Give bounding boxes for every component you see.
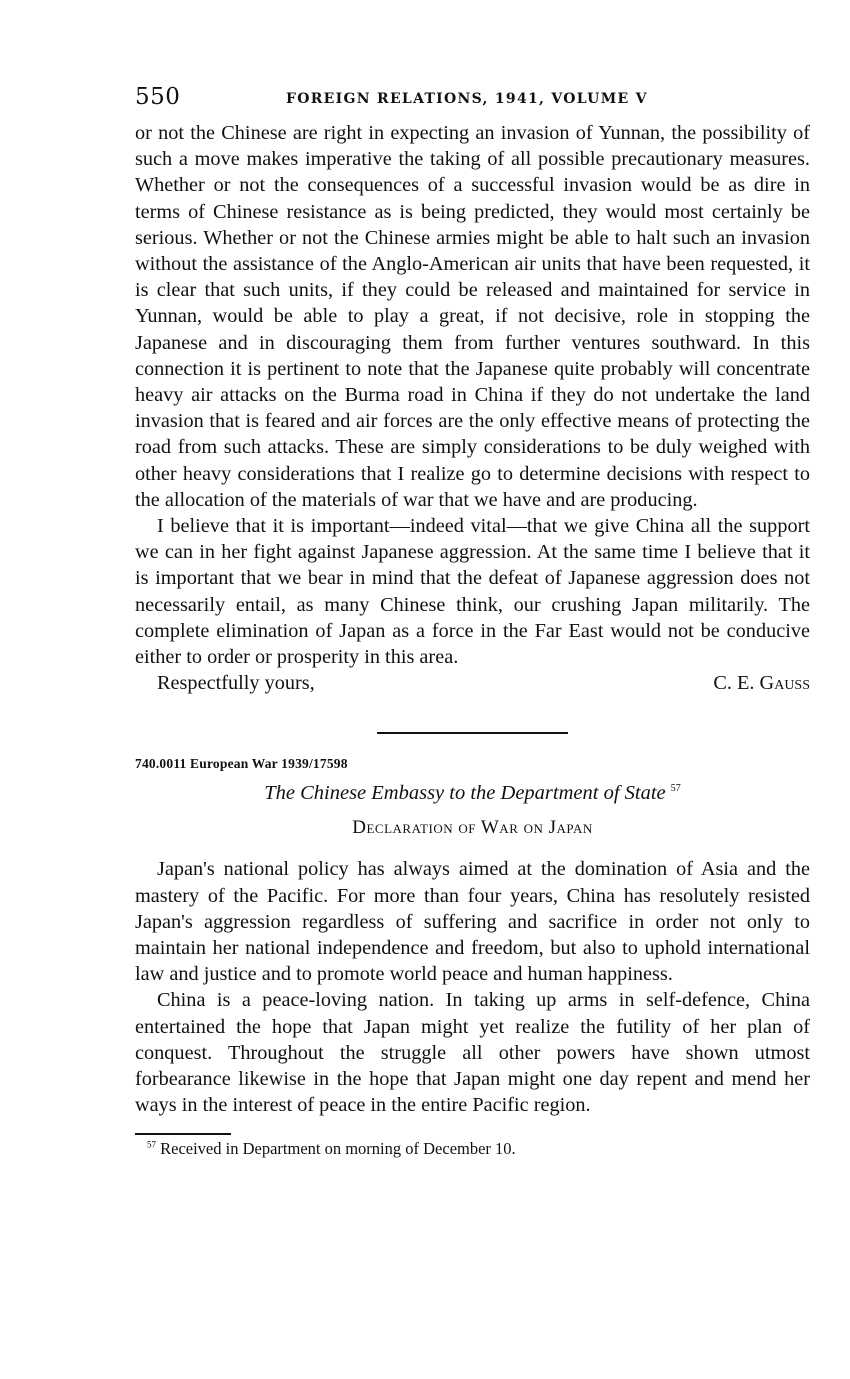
document-paragraph-1: Japan's national policy has always aimed at the domination of Asia and the mastery of the Pacific. For more than four years, China has resolutely resisted Japan's aggression regardless of suffering and sacrifice in order not only to maintain her national independence and freedom, but also to uphold international law and justice and to promote world peace and human happiness. [135,858,810,986]
page-header [135,84,810,120]
signature: C. E. Gauss [713,672,810,695]
footnote-number: 57 [147,1139,156,1149]
document-body [135,856,810,1118]
body-paragraph-1: or not the Chinese are right in expecting an invasion of Yunnan, the possibility of such a move makes imperative the taking of all possible precautionary measures. Whether or not the consequences of a successful invasion would be as dire in terms of Chinese resistance as is being predicted, they would most certainly be serious. Whether or not the Chinese armies might be able to halt such an invasion without the assistance of the Anglo-American air units that have been requested, it is clear that such units, if they could be released and maintained for service in Yunnan, would be able to play a great, if not decisive, role in stopping the Japanese and in discouraging them from further ventures southward. In this connection it is pertinent to note that the Japanese quite probably will concentrate heavy air attacks on the Burma road in China if they do not undertake the land invasion that is feared and air forces are the only effective means of protecting the road from such attacks. These are simply considerations to be duly weighed with other heavy considerations that I realize go to determine decisions with respect to the allocation of the materials of war that we have and are producing. [135,122,810,511]
document-title-text: The Chinese Embassy to the Department of State [264,782,666,805]
document-page [135,84,810,1159]
footnote-text: Received in Department on morning of December 10. [160,1138,516,1158]
section-divider [377,732,568,734]
footnote-reference: 57 [670,783,681,795]
file-number: 740.0011 European War 1939/17598 [135,756,348,772]
document-title [135,782,810,805]
footnote [135,1139,810,1159]
page-number: 550 [135,84,181,110]
closing-salutation: Respectfully yours, [157,672,315,695]
footnote-rule [135,1133,231,1135]
document-paragraph-2: China is a peace-loving nation. In taking up arms in self-defence, China entertained the hope that Japan might yet realize the futility of her plan of conquest. Throughout the struggle all other powers have shown utmost forbearance likewise in the hope that Japan might one day repent and mend her ways in the interest of peace in the entire Pacific region. [135,989,810,1117]
document-subtitle: Declaration of War on Japan [352,817,593,839]
body-paragraph-2: I believe that it is important—indeed vital—that we give China all the support we can in her fight against Japanese aggression. At the same time I believe that it is important that we bear in mind that the defeat of Japanese aggression does not necessarily entail, as many Chinese think, our crushing Japan militarily. The complete elimination of Japan as a force in the Far East would not be conducive either to order or prosperity in this area. [135,515,810,669]
letter-closing [135,670,810,696]
running-head: FOREIGN RELATIONS, 1941, VOLUME V [286,91,648,107]
